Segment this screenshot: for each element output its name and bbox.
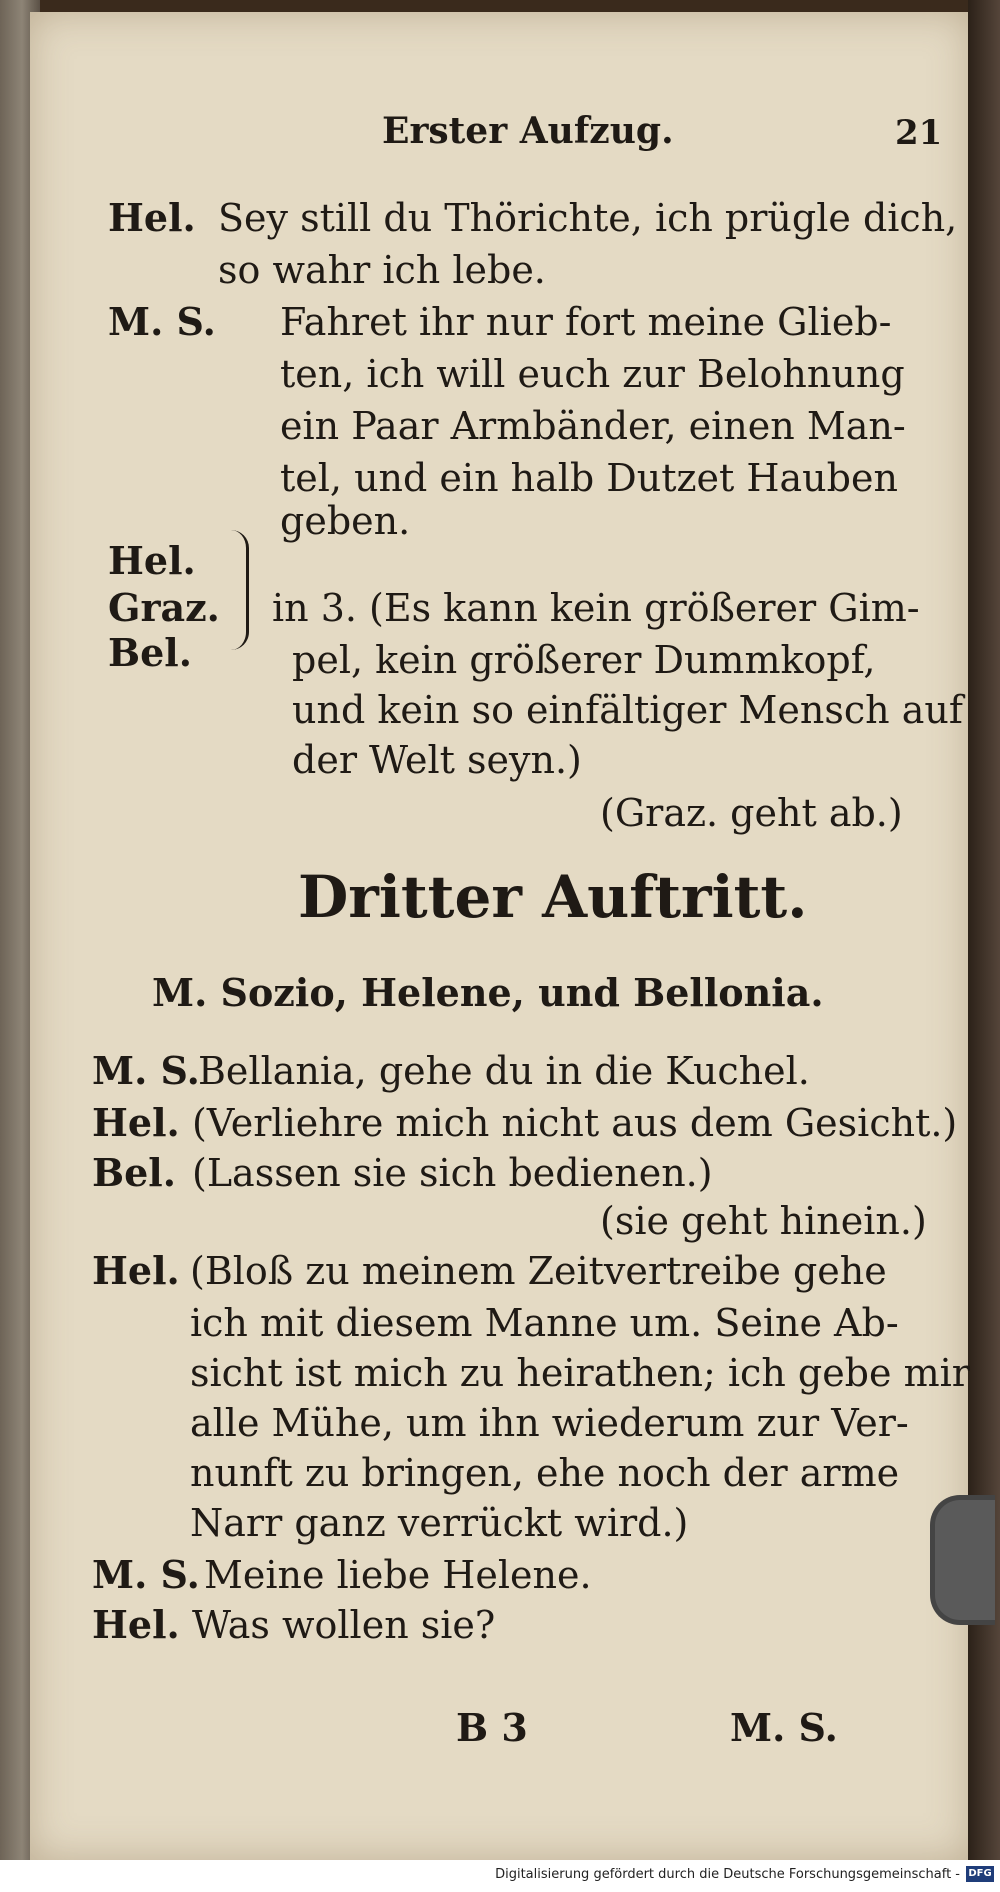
running-head: Erster Aufzug. (382, 110, 674, 152)
cast-list: M. Sozio, Helene, und Bellonia. (152, 970, 824, 1015)
dialogue-line: geben. (280, 499, 411, 543)
dialogue-line: (Bloß zu meinem Zeitvertreibe gehe (190, 1249, 887, 1293)
dialogue-line: Fahret ihr nur fort meine Glieb- (280, 300, 892, 344)
speaker: Bel. (108, 630, 192, 675)
dialogue-line: in 3. (Es kann kein größerer Gim- (272, 586, 920, 630)
speaker: Graz. (108, 585, 220, 630)
dialogue-line: (Lassen sie sich bedienen.) (192, 1151, 713, 1195)
speaker: Hel. (92, 1100, 180, 1145)
dialogue-line: tel, und ein halb Dutzet Hauben (280, 456, 898, 500)
dialogue-line: nunft zu bringen, ehe noch der arme (190, 1451, 900, 1495)
speaker: Bel. (92, 1150, 176, 1195)
dialogue-line: so wahr ich lebe. (218, 248, 546, 292)
dialogue-line: ein Paar Armbänder, einen Man- (280, 404, 906, 448)
dialogue-line: ich mit diesem Manne um. Seine Ab- (190, 1301, 899, 1345)
dialogue-line: der Welt seyn.) (292, 738, 582, 782)
stage-direction: (Graz. geht ab.) (600, 791, 903, 835)
dialogue-line: ten, ich will euch zur Belohnung (280, 352, 905, 396)
speaker: Hel. (92, 1602, 180, 1647)
dialogue-line: sicht ist mich zu heirathen; ich gebe mir (190, 1351, 970, 1395)
dialogue-line: Meine liebe Helene. (204, 1553, 592, 1597)
scene-title: Dritter Auftritt. (298, 863, 808, 931)
stage-direction: (sie geht hinein.) (600, 1199, 927, 1243)
speaker: Hel. (108, 538, 196, 583)
chorus-brace (222, 530, 249, 650)
speaker: M. S. (92, 1048, 200, 1093)
speaker: Hel. (108, 195, 196, 240)
dialogue-line: Bellania, gehe du in die Kuchel. (198, 1049, 810, 1093)
page-number: 21 (895, 113, 943, 153)
attribution-text: Digitalisierung gefördert durch die Deutsche Forschungsgemeinschaft - (495, 1867, 960, 1882)
dfg-logo: DFG (966, 1866, 994, 1882)
dialogue-line: pel, kein größerer Dummkopf, (292, 638, 876, 682)
speaker: Hel. (92, 1248, 180, 1293)
dialogue-line: (Verliehre mich nicht aus dem Gesicht.) (192, 1101, 958, 1145)
dialogue-line: alle Mühe, um ihn wiederum zur Ver- (190, 1401, 909, 1445)
signature-mark: B 3 (456, 1705, 528, 1750)
speaker: M. S. (92, 1552, 200, 1597)
dialogue-line: Was wollen sie? (192, 1603, 496, 1647)
speaker: M. S. (108, 299, 216, 344)
dialogue-line: Narr ganz verrückt wird.) (190, 1501, 689, 1545)
catchword: M. S. (730, 1705, 838, 1750)
dialogue-line: und kein so einfältiger Mensch auf (292, 688, 963, 732)
book-clamp (930, 1495, 995, 1625)
dialogue-line: Sey still du Thörichte, ich prügle dich, (218, 196, 958, 240)
